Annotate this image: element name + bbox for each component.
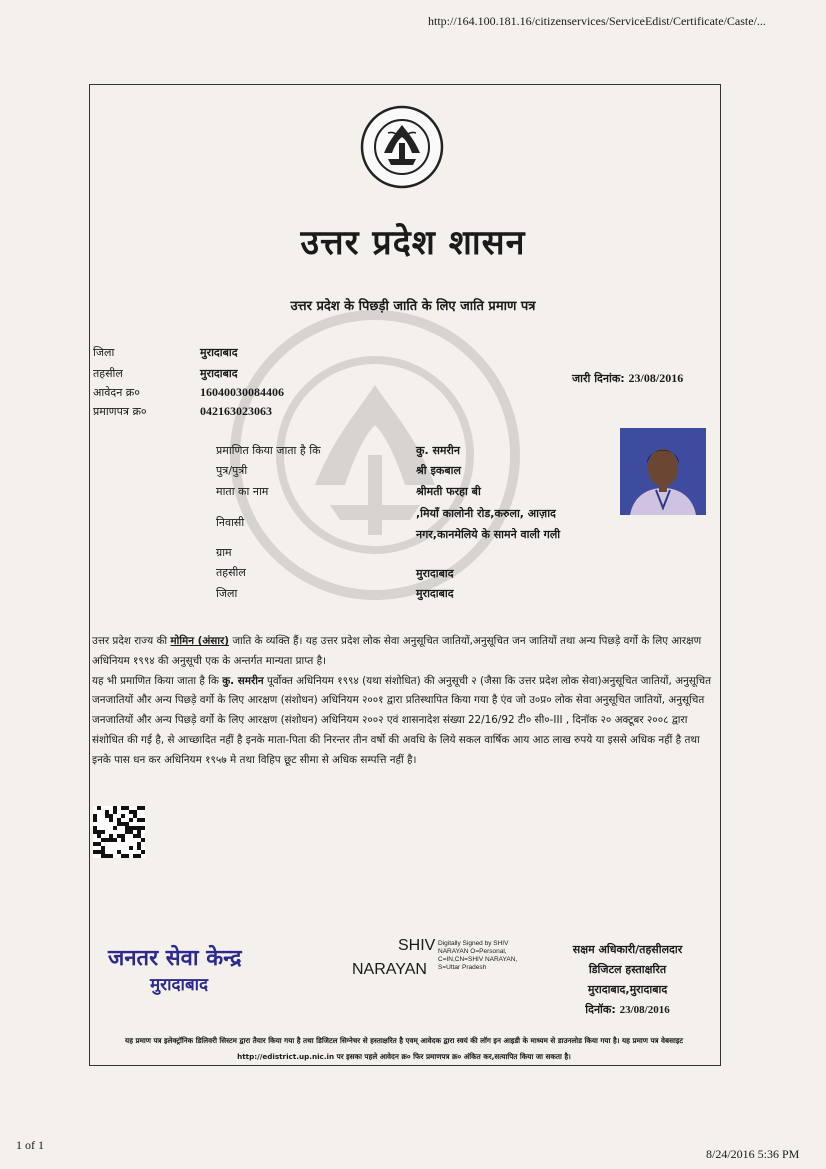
applicant-name: कु. समरीन bbox=[416, 444, 460, 457]
page-count: 1 of 1 bbox=[16, 1138, 44, 1152]
print-timestamp: 8/24/2016 5:36 PM bbox=[706, 1147, 800, 1161]
tehsil-label: तहसील bbox=[93, 367, 123, 380]
signature-detail: NARAYAN O=Personal, bbox=[438, 948, 507, 955]
detail-tehsil-label: तहसील bbox=[216, 566, 246, 579]
detail-district-label: जिला bbox=[216, 587, 238, 600]
district-label: जिला bbox=[93, 346, 115, 359]
authority-designation: सक्षम अधिकारी/तहसीलदार bbox=[572, 943, 683, 956]
service-center-location: मुरादाबाद bbox=[150, 975, 209, 995]
print-url: http://164.100.181.16/citizenservices/ServiceEdist/Certificate/Caste/... bbox=[428, 14, 766, 28]
authority-date-value: 23/08/2016 bbox=[619, 1004, 670, 1016]
mother-label: माता का नाम bbox=[216, 485, 269, 498]
body-p1-start: उत्तर प्रदेश राज्य की bbox=[92, 635, 171, 647]
signature-detail: S=Uttar Pradesh bbox=[438, 964, 487, 971]
signature-detail: Digitally Signed by SHIV bbox=[438, 940, 509, 947]
certificate-no-value: 042163023063 bbox=[200, 404, 272, 418]
father-name: श्री इकबाल bbox=[416, 464, 461, 477]
signature-detail: C=IN,CN=SHIV NARAYAN, bbox=[438, 956, 518, 963]
authority-location: मुरादाबाद,मुरादाबाद bbox=[587, 983, 668, 996]
village-label: ग्राम bbox=[216, 546, 232, 559]
caste-name: मोमिन (अंसार) bbox=[170, 635, 230, 647]
body-p2-end: पूर्वोक्त अधिनियम १९९४ (यथा संशोधित) की अनुसूची २ (जैसा कि उत्तर प्रदेश लोक सेवा)अनुसूचित जातियों, अनुसूचित जनजातियों और अन्य पिछड़े वर्गो के लिए आरक्षण (संशोधन) अधिनियम २००१ द्वारा प्रतिस्थापित किया गया है एंव जो उ०प्र० लोक सेवा अनुसूचित जातियों, अनुसूचित जनजातियों और अन्य पिछड़े वर्गो के लिए आरक्षण (संशोधन) अधिनियम २००२ एवं शासनादेश संख्या 22/16/92 टी० सी०-III , दिनॉक २० अक्टूबर २००८ द्वारा संशोधित की गई है, से आच्छादित नहीं है इनके माता-पिता की निरन्तर तीन वर्षो की अवधि के लिये सकल वार्षिक आय आठ लाख रुपये या इससे अधिक नहीं है तथा इनके पास धन कर अधिनियम १९५७ मे तथा विहिप छूट सीमा से अधिक सम्पत्ति नहीं है। bbox=[92, 674, 712, 766]
verification-notice: यह प्रमाण पत्र इलेक्ट्रॉनिक डिलिवरी सिस्टम द्वारा तैयार किया गया है तथा डिजिटल सिग्नेचर से हस्ताक्षरित है एवम् आवेदक द्वारा स्वयं की लॉग इन आइडी के माध्यम से डाउनलोड किया गया है। यह प्रमाण पत्र वेबसाइट http://edistrict.up.nic.in पर इसका पहले आवेदन क्र० फिर प्रमाणपत्र क्र० अंकित कर,सत्यापित किया जा सकता है। bbox=[125, 1036, 683, 1061]
body-p1-end: जाति के व्यक्ति हैं। यह उत्तर प्रदेश लोक सेवा अनुसूचित जातियों,अनुसूचित जन जातियों तथा अन्य पिछड़े वर्गो के लिए आरक्षण अधिनियम १९९४ की अनुसूची एक के अन्तर्गत मान्यता प्राप्त है। bbox=[92, 635, 702, 667]
authority-sign-type: डिजिटल हस्ताक्षरित bbox=[588, 963, 667, 976]
digital-signature-details bbox=[438, 940, 517, 972]
district-value: मुरादाबाद bbox=[200, 346, 238, 359]
signer-name-line2: NARAYAN bbox=[352, 961, 427, 978]
certificate-body bbox=[92, 632, 712, 771]
child-of-label: पुत्र/पुत्री bbox=[216, 464, 248, 477]
body-paragraph-2 bbox=[92, 672, 712, 771]
mother-name: श्रीमती फरहा बी bbox=[416, 485, 481, 498]
authority-date bbox=[540, 1000, 715, 1020]
authority-block bbox=[540, 940, 715, 1020]
certificate-no-label: प्रमाणपत्र क्र० bbox=[93, 405, 147, 418]
certificate-title: उत्तर प्रदेश शासन bbox=[300, 223, 526, 263]
service-center-stamp: जनतर सेवा केन्द्र bbox=[108, 946, 242, 971]
signer-name-line1: SHIV bbox=[398, 937, 436, 954]
certificate-subtitle: उत्तर प्रदेश के पिछड़ी जाति के लिए जाति प्रमाण पत्र bbox=[290, 299, 536, 314]
issue-date-label: जारी दिनांक: bbox=[572, 372, 625, 385]
application-no-value: 16040030084406 bbox=[200, 385, 284, 399]
application-no-label: आवेदन क्र० bbox=[93, 386, 140, 399]
resident-address-line1: ,मियाँ कालोनी रोड,करुला, आज़ाद bbox=[416, 507, 556, 520]
qr-code-icon bbox=[93, 806, 145, 858]
issue-date-value: 23/08/2016 bbox=[628, 371, 684, 385]
applicant-portrait-icon bbox=[620, 428, 706, 515]
body-p2-start: यह भी प्रमाणित किया जाता है कि bbox=[92, 674, 223, 687]
resident-address-line2: नगर,कानमेलिये के सामने वाली गली bbox=[416, 528, 561, 541]
certified-label: प्रमाणित किया जाता है कि bbox=[216, 444, 321, 457]
tehsil-value: मुरादाबाद bbox=[200, 367, 238, 380]
applicant-photo bbox=[620, 428, 706, 515]
detail-district-value: मुरादाबाद bbox=[416, 587, 454, 600]
resident-label: निवासी bbox=[216, 516, 245, 529]
body-applicant-name: कु. समरीन bbox=[222, 674, 264, 687]
issue-date bbox=[572, 371, 683, 386]
up-government-emblem-icon bbox=[360, 103, 444, 191]
detail-tehsil-value: मुरादाबाद bbox=[416, 567, 454, 580]
authority-date-label: दिनॉक: bbox=[585, 1003, 616, 1016]
body-paragraph-1 bbox=[92, 632, 712, 672]
